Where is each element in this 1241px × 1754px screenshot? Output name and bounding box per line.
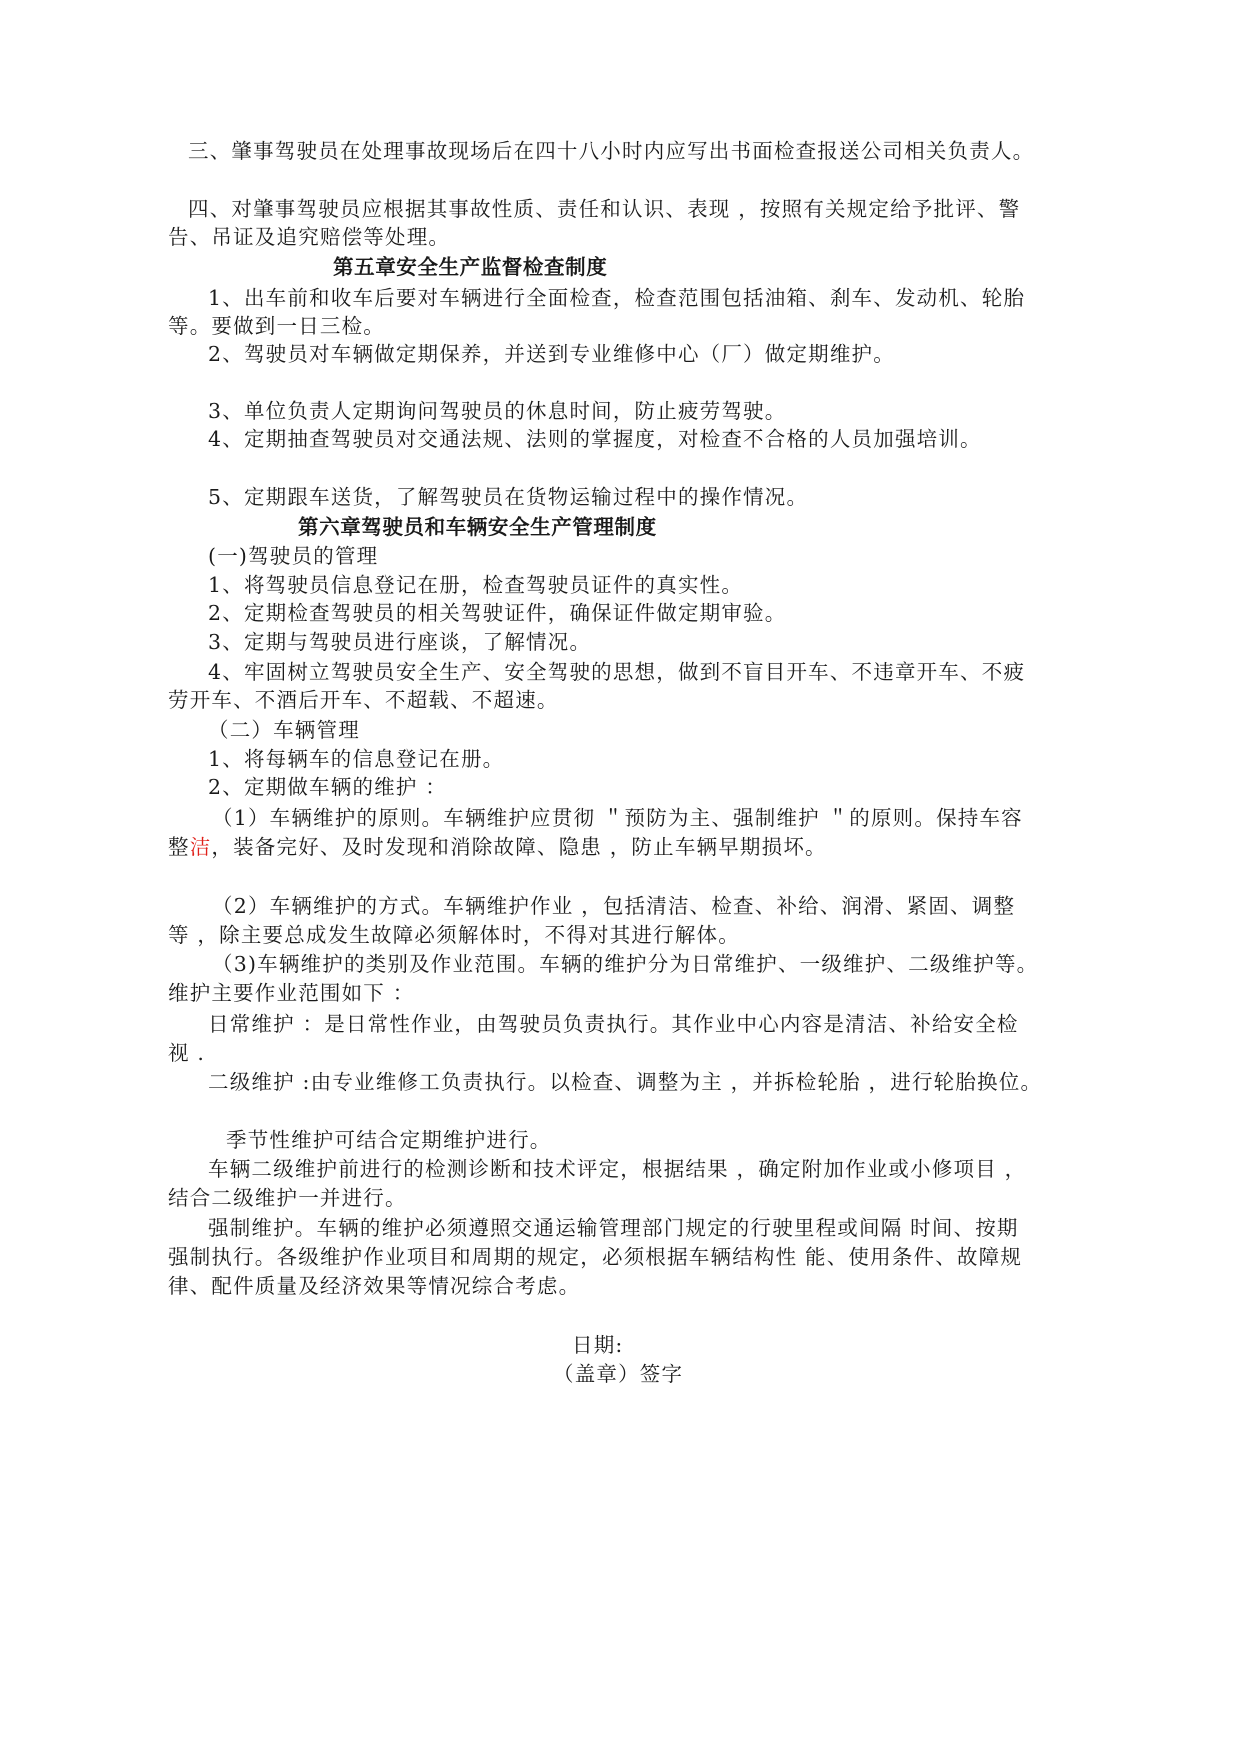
paragraph-line: 维护主要作业范围如下 ： [168, 981, 415, 1005]
paragraph-line: 强制执行。各级维护作业项目和周期的规定，必须根据车辆结构性 能、使用条件、故障规 [168, 1245, 1023, 1269]
paragraph-text: ，装备完好、及时发现和消除故障、隐患 ，防止车辆早期损坏。 [211, 835, 827, 859]
paragraph-line: （2）车辆维护的方式。车辆维护作业 ，包括清洁、检查、补给、润滑、紧固、调整 [212, 894, 1016, 918]
highlighted-text: 洁 [189, 835, 212, 859]
chapter-heading: 第六章驾驶员和车辆安全生产管理制度 [298, 515, 657, 539]
paragraph-line: 视 . [168, 1041, 206, 1065]
paragraph-line: 1、出车前和收车后要对车辆进行全面检查，检查范围包括油箱、刹车、发动机、轮胎 [208, 286, 1026, 310]
chapter-heading: 第五章安全生产监督检查制度 [333, 255, 608, 279]
paragraph-line: 四、对肇事驾驶员应根据其事故性质、责任和认识、表现 ，按照有关规定给予批评、警 [188, 197, 1021, 221]
paragraph-line: 1、将驾驶员信息登记在册，检查驾驶员证件的真实性。 [208, 573, 744, 597]
paragraph-line: 劳开车、不酒后开车、不超载、不超速。 [168, 688, 559, 712]
paragraph-line: 3、单位负责人定期询问驾驶员的休息时间，防止疲劳驾驶。 [208, 399, 787, 423]
paragraph-line: （1）车辆维护的原则。车辆维护应贯彻 ＂预防为主、强制维护 ＂的原则。保持车容 [212, 806, 1023, 830]
paragraph-line: 二级维护 :由专业维修工负责执行。以检查、调整为主 ，并拆检轮胎 ，进行轮胎换位。 [208, 1070, 1043, 1094]
section-heading: (一)驾驶员的管理 [208, 544, 379, 568]
paragraph-line: 等。要做到一日三检。 [168, 314, 385, 338]
paragraph-line: 2、定期做车辆的维护 ： [208, 775, 447, 799]
paragraph-line: 4、牢固树立驾驶员安全生产、安全驾驶的思想，做到不盲目开车、不违章开车、不疲 [208, 660, 1026, 684]
paragraph-line [168, 833, 827, 861]
paragraph-text: 整 [168, 835, 190, 859]
paragraph-line: 季节性维护可结合定期维护进行。 [226, 1128, 552, 1152]
paragraph-line: 4、定期抽查驾驶员对交通法规、法则的掌握度，对检查不合格的人员加强培训。 [208, 427, 982, 451]
paragraph-line: 日常维护 ：是日常性作业，由驾驶员负责执行。其作业中心内容是清洁、补给安全检 [208, 1012, 1019, 1036]
paragraph-line: 三、肇事驾驶员在处理事故现场后在四十八小时内应写出书面检查报送公司相关负责人。 [188, 139, 1035, 163]
paragraph-line: 2、定期检查驾驶员的相关驾驶证件，确保证件做定期审验。 [208, 601, 787, 625]
date-label: 日期: [572, 1333, 624, 1357]
section-heading: （二）车辆管理 [208, 718, 360, 742]
paragraph-line: 告、吊证及追究赔偿等处理。 [168, 225, 451, 249]
paragraph-line: 5、定期跟车送货，了解驾驶员在货物运输过程中的操作情况。 [208, 485, 809, 509]
paragraph-line: 律、配件质量及经济效果等情况综合考虑。 [168, 1274, 581, 1298]
paragraph-line: 等 ，除主要总成发生故障必须解体时，不得对其进行解体。 [168, 923, 740, 947]
paragraph-line: 3、定期与驾驶员进行座谈，了解情况。 [208, 630, 592, 654]
paragraph-line: 强制维护。车辆的维护必须遵照交通运输管理部门规定的行驶里程或间隔 时间、按期 [208, 1216, 1019, 1240]
paragraph-line: 2、驾驶员对车辆做定期保养，并送到专业维修中心（厂）做定期维护。 [208, 342, 895, 366]
paragraph-line: 1、将每辆车的信息登记在册。 [208, 747, 505, 771]
paragraph-line: （3)车辆维护的类别及作业范围。车辆的维护分为日常维护、一级维护、二级维护等。 [212, 952, 1039, 976]
signature-label: （盖章）签字 [553, 1362, 684, 1386]
paragraph-line: 车辆二级维护前进行的检测诊断和技术评定，根据结果 ，确定附加作业或小修项目 ， [208, 1157, 1027, 1181]
paragraph-line: 结合二级维护一并进行。 [168, 1186, 407, 1210]
